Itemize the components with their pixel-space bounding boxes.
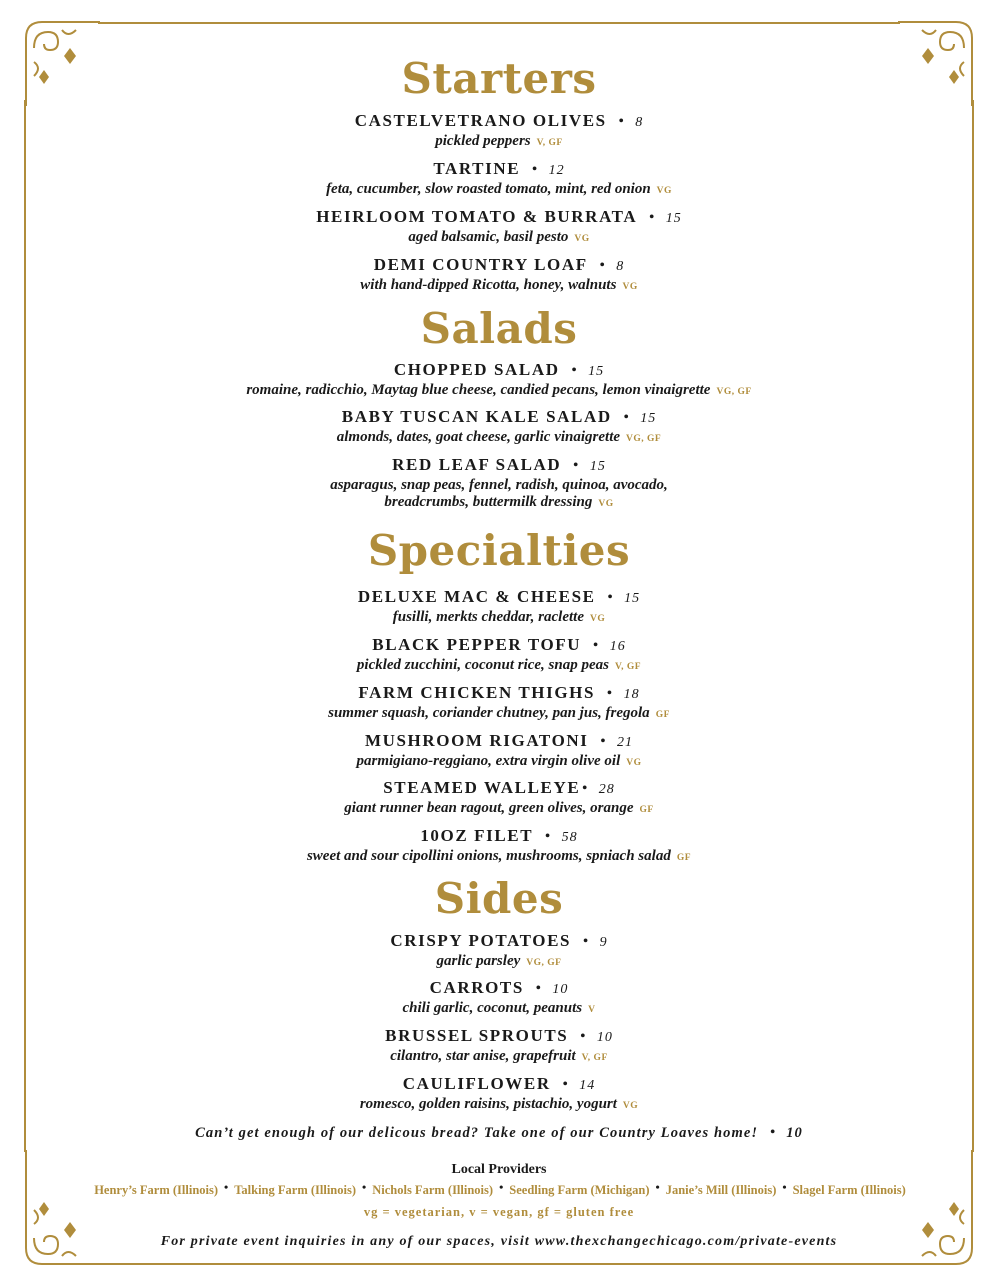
item-price: 8 <box>635 115 644 130</box>
menu-item <box>0 360 998 401</box>
dietary-tag: VG <box>622 1101 639 1111</box>
item-price: 16 <box>609 639 626 654</box>
item-name: BRUSSEL SPROUTS <box>385 1026 569 1045</box>
section-title-starters: Starters <box>401 54 597 103</box>
item-description: parmigiano-reggiano, extra virgin olive oil <box>356 753 621 769</box>
menu-item <box>0 931 998 972</box>
dot-separator: • <box>607 590 615 605</box>
dot-separator: • <box>545 829 552 844</box>
dot-separator: • <box>573 458 580 473</box>
item-price: 9 <box>599 935 608 950</box>
dot-separator: • <box>600 734 607 749</box>
item-name: BABY TUSCAN KALE SALAD <box>341 407 612 426</box>
dot-separator: • <box>649 210 656 225</box>
dietary-tag: VG, GF <box>526 958 562 968</box>
dietary-legend: vg = vegetarian, v = vegan, gf = gluten free <box>363 1205 635 1219</box>
item-name: HEIRLOOM TOMATO & BURRATA <box>316 207 638 226</box>
item-name: DEMI COUNTRY LOAF <box>373 255 588 274</box>
menu-item <box>0 587 998 628</box>
item-price: 58 <box>561 830 578 845</box>
dietary-tag: VG, GF <box>716 387 752 397</box>
menu-item <box>0 683 998 724</box>
menu-item <box>0 778 998 819</box>
item-description: romesco, golden raisins, pistachio, yogurt <box>359 1096 617 1112</box>
menu-item <box>0 111 998 152</box>
item-name: FARM CHICKEN THIGHS <box>358 683 596 702</box>
provider-item: Slagel Farm (Illinois) <box>792 1183 906 1197</box>
dietary-tag: VG <box>590 614 606 624</box>
item-description: chili garlic, coconut, peanuts <box>402 1000 583 1016</box>
provider-item: Seedling Farm (Michigan) <box>509 1183 650 1197</box>
item-price: 21 <box>617 735 633 750</box>
item-price: 15 <box>665 211 682 226</box>
dot-separator: • <box>362 1180 367 1194</box>
item-price: 28 <box>598 782 615 797</box>
menu-item <box>0 826 998 867</box>
item-price: 15 <box>640 411 657 426</box>
dietary-tag: V, GF <box>614 662 642 672</box>
bread-note <box>0 1125 998 1142</box>
item-description: with hand-dipped Ricotta, honey, walnuts <box>360 277 617 293</box>
menu-item <box>0 1074 998 1115</box>
dietary-tag: VG <box>598 499 614 509</box>
item-price: 10 <box>596 1030 613 1045</box>
item-description: cilantro, star anise, grapefruit <box>390 1048 576 1064</box>
item-description: aged balsamic, basil pesto <box>408 229 569 245</box>
dot-separator: • <box>607 686 614 701</box>
provider-item: Nichols Farm (Illinois) <box>372 1183 494 1197</box>
dietary-tag: VG <box>622 282 638 292</box>
dot-separator: • <box>655 1180 660 1194</box>
dot-separator: • <box>582 781 589 796</box>
item-description: giant runner bean ragout, green olives, orange <box>344 800 634 816</box>
menu-item <box>0 1026 998 1067</box>
menu-item <box>0 207 998 248</box>
item-name: STEAMED WALLEYE <box>383 778 581 797</box>
dietary-tag: VG <box>626 758 642 768</box>
item-description: summer squash, coriander chutney, pan jus, fregola <box>328 705 650 721</box>
provider-item: Talking Farm (Illinois) <box>234 1183 357 1197</box>
provider-item: Henry’s Farm (Illinois) <box>94 1183 219 1197</box>
item-description: feta, cucumber, slow roasted tomato, mint, red onion <box>326 181 651 197</box>
dot-separator: • <box>618 114 626 129</box>
dot-separator: • <box>224 1180 229 1194</box>
dot-separator: • <box>782 1180 787 1194</box>
item-name: BLACK PEPPER TOFU <box>372 635 582 654</box>
item-name: TARTINE <box>433 159 521 178</box>
dot-separator: • <box>770 1125 777 1140</box>
dot-separator: • <box>583 934 590 949</box>
item-description: pickled zucchini, coconut rice, snap peas <box>356 657 609 673</box>
dietary-tag: V <box>588 1005 596 1015</box>
item-description: pickled peppers <box>435 133 531 149</box>
item-price: 10 <box>552 982 569 997</box>
item-name: 10OZ FILET <box>420 826 534 845</box>
dot-separator: • <box>499 1180 504 1194</box>
item-name: DELUXE MAC & CHEESE <box>357 587 596 606</box>
dot-separator: • <box>562 1077 570 1092</box>
dietary-tag: GF <box>639 805 654 815</box>
item-name: CARROTS <box>429 978 524 997</box>
item-description: asparagus, snap peas, fennel, radish, quinoa, avocado, <box>330 477 668 493</box>
dietary-tag: VG <box>574 234 590 244</box>
menu-item <box>0 255 998 296</box>
menu-item <box>0 159 998 200</box>
menu-item <box>0 731 998 772</box>
item-price: 15 <box>624 591 641 606</box>
item-price: 15 <box>589 459 606 474</box>
item-name: RED LEAF SALAD <box>392 455 562 474</box>
dietary-tag: GF <box>655 710 670 720</box>
dot-separator: • <box>623 410 631 425</box>
providers-heading: Local Providers <box>451 1162 547 1177</box>
item-description: fusilli, merkts cheddar, raclette <box>392 609 584 625</box>
bread-note-price: 10 <box>786 1125 803 1141</box>
section-title-salads: Salads <box>420 304 578 353</box>
menu-item <box>0 635 998 676</box>
menu-item <box>0 978 998 1019</box>
item-description: almonds, dates, goat cheese, garlic vinaigrette <box>336 429 621 445</box>
item-price: 8 <box>616 259 625 274</box>
dietary-tag: V, GF <box>581 1053 608 1063</box>
private-events-footer: For private event inquiries in any of our spaces, visit www.thexchangechicago.com/private-events <box>160 1234 838 1249</box>
dietary-tag: GF <box>676 853 692 863</box>
dot-separator: • <box>599 258 607 273</box>
frame-bottom-line <box>98 1263 900 1265</box>
item-description: romaine, radicchio, Maytag blue cheese, candied pecans, lemon vinaigrette <box>246 382 711 398</box>
item-price: 14 <box>579 1078 596 1093</box>
dot-separator: • <box>532 162 539 177</box>
provider-item: Janie’s Mill (Illinois) <box>665 1183 777 1197</box>
item-description: sweet and sour cipollini onions, mushrooms, spniach salad <box>306 848 671 864</box>
dot-separator: • <box>535 981 543 996</box>
dot-separator: • <box>593 638 600 653</box>
item-name: MUSHROOM RIGATONI <box>364 731 589 750</box>
item-name: CASTELVETRANO OLIVES <box>354 111 607 130</box>
section-title-sides: Sides <box>434 874 564 923</box>
item-name: CAULIFLOWER <box>402 1074 551 1093</box>
item-price: 18 <box>623 687 640 702</box>
item-description: garlic parsley <box>436 953 521 969</box>
item-name: CRISPY POTATOES <box>390 931 572 950</box>
item-name: CHOPPED SALAD <box>393 360 560 379</box>
menu-item <box>0 407 998 448</box>
dot-separator: • <box>580 1029 587 1044</box>
dot-separator: • <box>571 363 579 378</box>
bread-note-text: Can’t get enough of our delicous bread? Take one of our Country Loaves home! <box>195 1125 759 1141</box>
providers-list <box>38 1180 962 1198</box>
item-price: 15 <box>588 364 605 379</box>
item-description-line-2: breadcrumbs, buttermilk dressing <box>384 494 593 510</box>
dietary-tag: V, GF <box>536 138 563 148</box>
item-price: 12 <box>548 163 565 178</box>
menu-item <box>0 455 998 513</box>
dietary-tag: VG <box>656 186 672 196</box>
section-title-specialties: Specialties <box>367 526 631 575</box>
dietary-tag: VG, GF <box>626 434 662 444</box>
frame-top-line <box>98 22 900 24</box>
